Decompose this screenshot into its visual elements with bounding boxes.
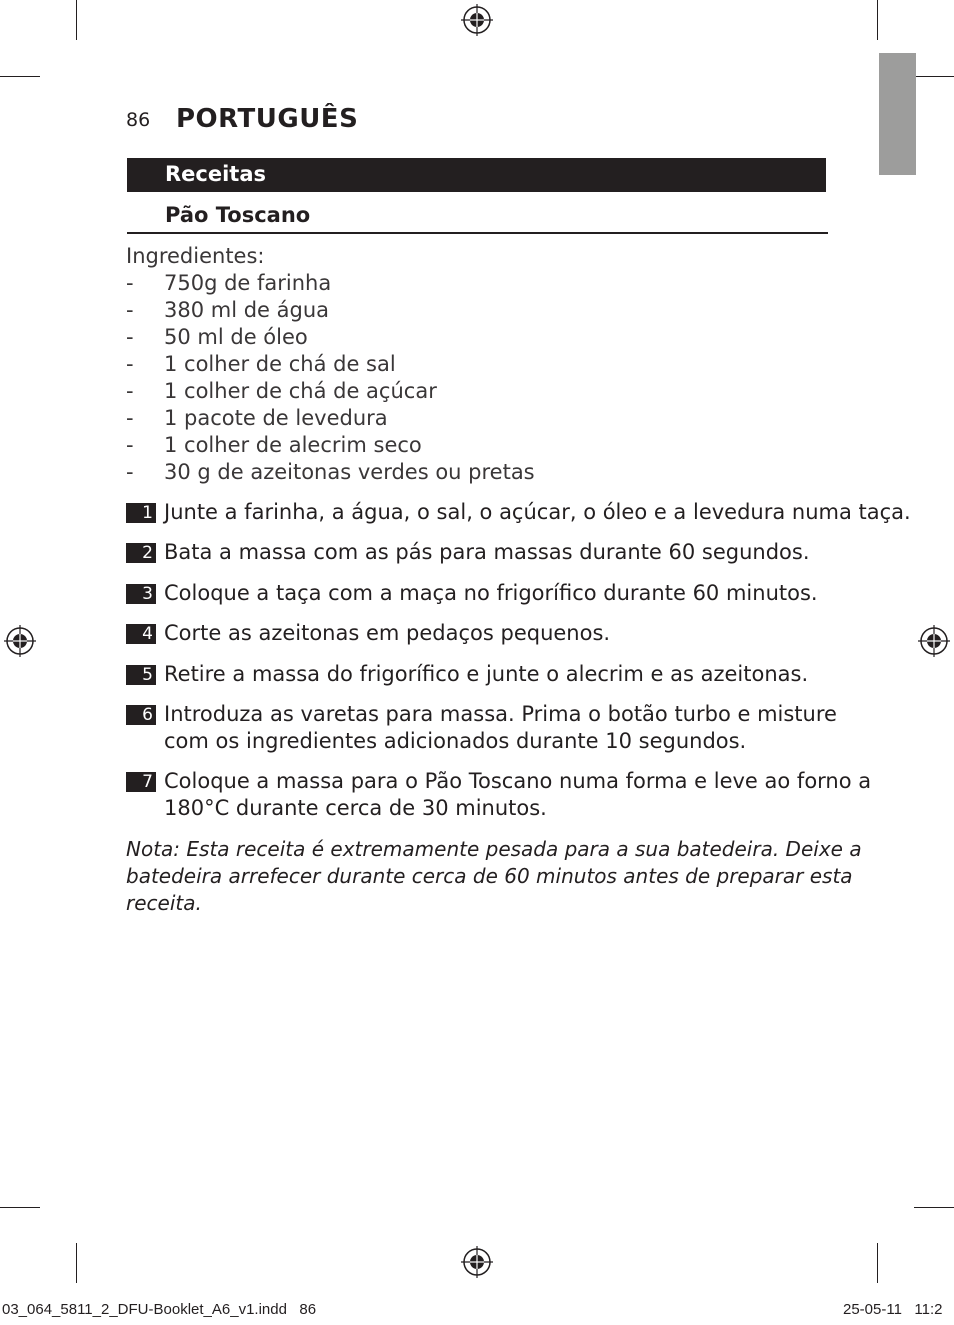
step-number-badge: 6 [126, 705, 156, 725]
recipe-title: Pão Toscano [165, 203, 311, 227]
step-number-badge: 4 [126, 624, 156, 644]
ingredient-text: 1 colher de chá de sal [164, 352, 396, 376]
step-text: Retire a massa do frigorífico e junte o alecrim e as azeitonas. [164, 662, 809, 686]
note-line: batedeira arrefecer durante cerca de 60 minutos antes de preparar esta [126, 864, 853, 888]
crop-mark [76, 1243, 77, 1283]
ingredient-text: 1 pacote de levedura [164, 406, 388, 430]
registration-mark-icon [461, 1246, 493, 1278]
recipe-note [126, 836, 862, 917]
crop-mark [877, 1243, 878, 1283]
step-number-badge: 5 [126, 665, 156, 685]
step-text: Coloque a massa para o Pão Toscano numa forma e leve ao forno a 180°C durante cerca de 30 minutos. [164, 769, 872, 820]
step-number-badge: 3 [126, 584, 156, 604]
step-text: Junte a farinha, a água, o sal, o açúcar, o óleo e a levedura numa taça. [164, 500, 911, 524]
step-text: Introduza as varetas para massa. Prima o botão turbo e misture com os ingredientes adicionados durante 10 segundos. [164, 702, 837, 753]
footer-date-time: 25-05-11 11:2 [843, 1301, 943, 1318]
ingredient-text: 1 colher de chá de açúcar [164, 379, 437, 403]
registration-mark-icon [461, 4, 493, 36]
registration-mark-icon [4, 625, 36, 657]
ingredient-text: 750g de farinha [164, 271, 332, 295]
ingredient-text: 50 ml de óleo [164, 325, 308, 349]
crop-mark [76, 0, 77, 40]
ingredient-text: 380 ml de água [164, 298, 330, 322]
ingredients-heading: Ingredientes: [126, 244, 265, 268]
ingredient-text: 30 g de azeitonas verdes ou pretas [164, 460, 535, 484]
section-header-bar [127, 158, 826, 192]
registration-mark-icon [918, 625, 950, 657]
step-number-badge: 7 [126, 772, 156, 792]
section-title: Receitas [165, 162, 267, 186]
crop-mark [0, 1207, 40, 1208]
page-language-heading: PORTUGUÊS [176, 104, 359, 134]
step-number-badge: 2 [126, 543, 156, 563]
step-text: Corte as azeitonas em pedaços pequenos. [164, 621, 611, 645]
crop-mark [0, 76, 40, 77]
language-tab [879, 53, 916, 175]
crop-mark [914, 76, 954, 77]
crop-mark [877, 0, 878, 40]
step-text: Bata a massa com as pás para massas durante 60 segundos. [164, 540, 810, 564]
page-number: 86 [126, 109, 151, 131]
note-line: Nota: Esta receita é extremamente pesada para a sua batedeira. Deixe a [126, 837, 862, 861]
recipe-title-rule [127, 232, 828, 234]
note-line: receita. [126, 891, 202, 915]
step-number-badge: 1 [126, 503, 156, 523]
footer-file-slug: 03_064_5811_2_DFU-Booklet_A6_v1.indd 86 [2, 1301, 317, 1318]
step-text: Coloque a taça com a maça no frigorífico durante 60 minutos. [164, 581, 818, 605]
ingredient-text: 1 colher de alecrim seco [164, 433, 422, 457]
crop-mark [914, 1207, 954, 1208]
